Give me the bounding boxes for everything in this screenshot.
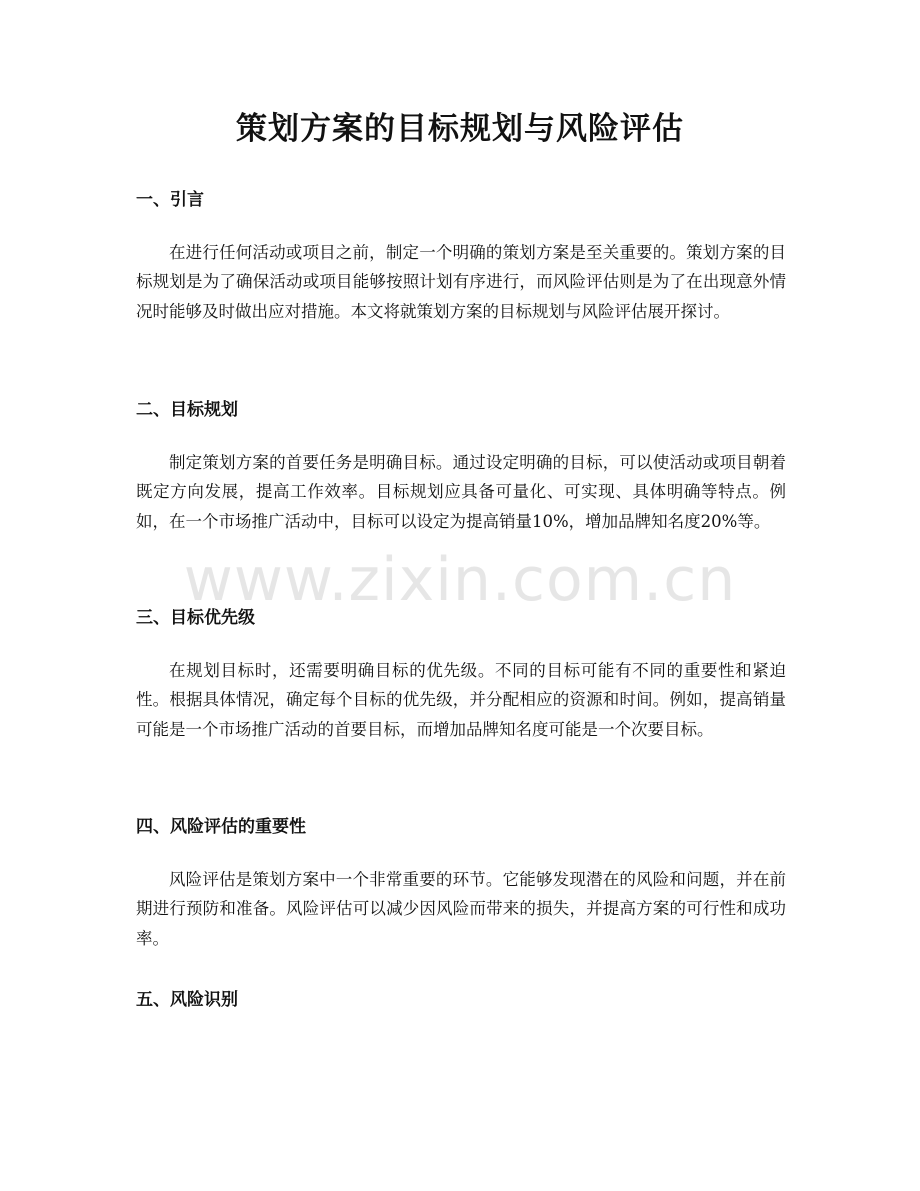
section-goal-planning [136,398,786,536]
section-risk-importance [136,815,786,953]
section-risk-identification [136,988,786,1038]
document-title: 策划方案的目标规划与风险评估 [236,111,684,147]
section-heading: 四、风险评估的重要性 [136,817,306,837]
section-paragraph: 在进行任何活动或项目之前，制定一个明确的策划方案是至关重要的。策划方案的目标规划是为了确保活动或项目能够按照计划有序进行，而风险评估则是为了在出现意外情况时能够及时做出应对措施。本文将就策划方案的目标规划与风险评估展开探讨。 [136,243,786,321]
section-paragraph: 在规划目标时，还需要明确目标的优先级。不同的目标可能有不同的重要性和紧迫性。根据具体情况，确定每个目标的优先级，并分配相应的资源和时间。例如，提高销量可能是一个市场推广活动的首要目标，而增加品牌知名度可能是一个次要目标。 [136,661,786,739]
watermark: www.zixin.com.cn [183,545,737,615]
section-introduction [136,188,786,326]
section-heading: 三、目标优先级 [136,608,255,628]
section-heading: 五、风险识别 [136,990,238,1010]
section-paragraph: 制定策划方案的首要任务是明确目标。通过设定明确的目标，可以使活动或项目朝着既定方向发展，提高工作效率。目标规划应具备可量化、可实现、具体明确等特点。例如，在一个市场推广活动中，目标可以设定为提高销量10%，增加品牌知名度20%等。 [136,453,786,531]
section-heading: 一、引言 [136,190,204,210]
section-paragraph: 风险评估是策划方案中一个非常重要的环节。它能够发现潜在的风险和问题，并在前期进行预防和准备。风险评估可以减少因风险而带来的损失，并提高方案的可行性和成功率。 [136,870,786,948]
section-heading: 二、目标规划 [136,400,238,420]
section-goal-priority [136,606,786,744]
